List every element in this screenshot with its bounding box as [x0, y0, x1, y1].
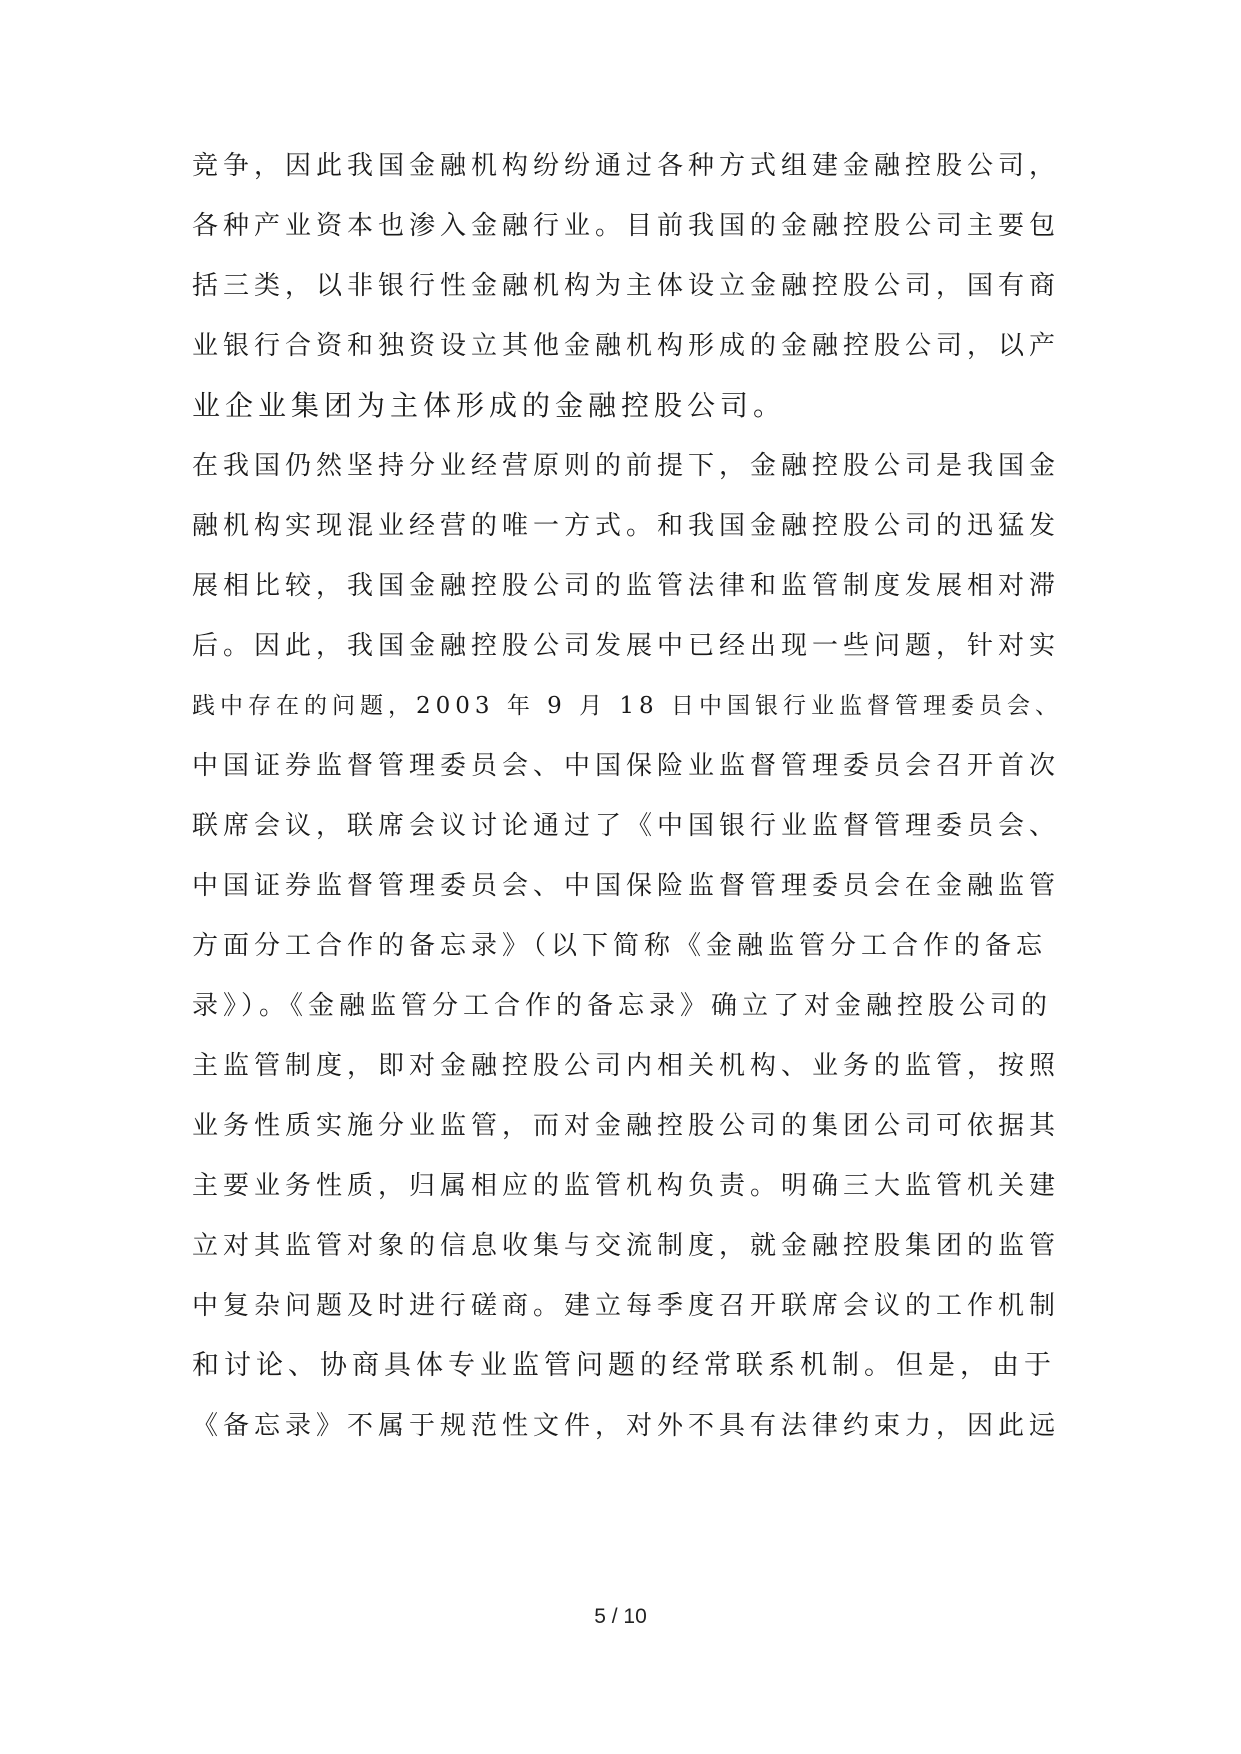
text-line: 中国证券监督管理委员会、中国保险业监督管理委员会召开首次	[192, 751, 1061, 781]
text-line: 和讨论、协商具体专业监管问题的经常联系机制。但是，由于	[192, 1350, 1056, 1381]
text-line: 展相比较，我国金融控股公司的监管法律和监管制度发展相对滞	[192, 571, 1061, 601]
text-line: 方面分工合作的备忘录》（以下简称《金融监管分工合作的备忘	[192, 931, 1048, 961]
text-line: 中复杂问题及时进行磋商。建立每季度召开联席会议的工作机制	[192, 1291, 1061, 1321]
text-line: 立对其监管对象的信息收集与交流制度，就金融控股集团的监管	[192, 1231, 1061, 1261]
text-line: 竞争，因此我国金融机构纷纷通过各种方式组建金融控股公司，	[192, 151, 1061, 181]
text-line: 践中存在的问题，2003 年 9 月 18 日中国银行业监督管理委员会、	[192, 693, 1063, 719]
text-line: 联席会议，联席会议讨论通过了《中国银行业监督管理委员会、	[192, 811, 1061, 841]
text-line: 后。因此，我国金融控股公司发展中已经出现一些问题，针对实	[192, 631, 1061, 661]
text-line: 括三类，以非银行性金融机构为主体设立金融控股公司，国有商	[192, 271, 1061, 301]
text-line: 《备忘录》不属于规范性文件，对外不具有法律约束力，因此远	[192, 1411, 1061, 1441]
text-line: 融机构实现混业经营的唯一方式。和我国金融控股公司的迅猛发	[192, 511, 1061, 541]
text-line: 主要业务性质，归属相应的监管机构负责。明确三大监管机关建	[192, 1171, 1061, 1201]
text-line: 业务性质实施分业监管，而对金融控股公司的集团公司可依据其	[192, 1111, 1061, 1141]
text-line: 主监管制度，即对金融控股公司内相关机构、业务的监管，按照	[192, 1051, 1061, 1081]
text-line: 在我国仍然坚持分业经营原则的前提下，金融控股公司是我国金	[192, 451, 1061, 481]
page-number: 5 / 10	[594, 1605, 647, 1628]
text-line: 各种产业资本也渗入金融行业。目前我国的金融控股公司主要包	[192, 211, 1061, 241]
text-line: 录》）。《金融监管分工合作的备忘录》确立了对金融控股公司的	[192, 991, 1053, 1021]
text-line: 业企业集团为主体形成的金融控股公司。	[192, 389, 787, 422]
text-line: 业银行合资和独资设立其他金融机构形成的金融控股公司，以产	[192, 331, 1061, 361]
text-line: 中国证券监督管理委员会、中国保险监督管理委员会在金融监管	[192, 871, 1061, 901]
